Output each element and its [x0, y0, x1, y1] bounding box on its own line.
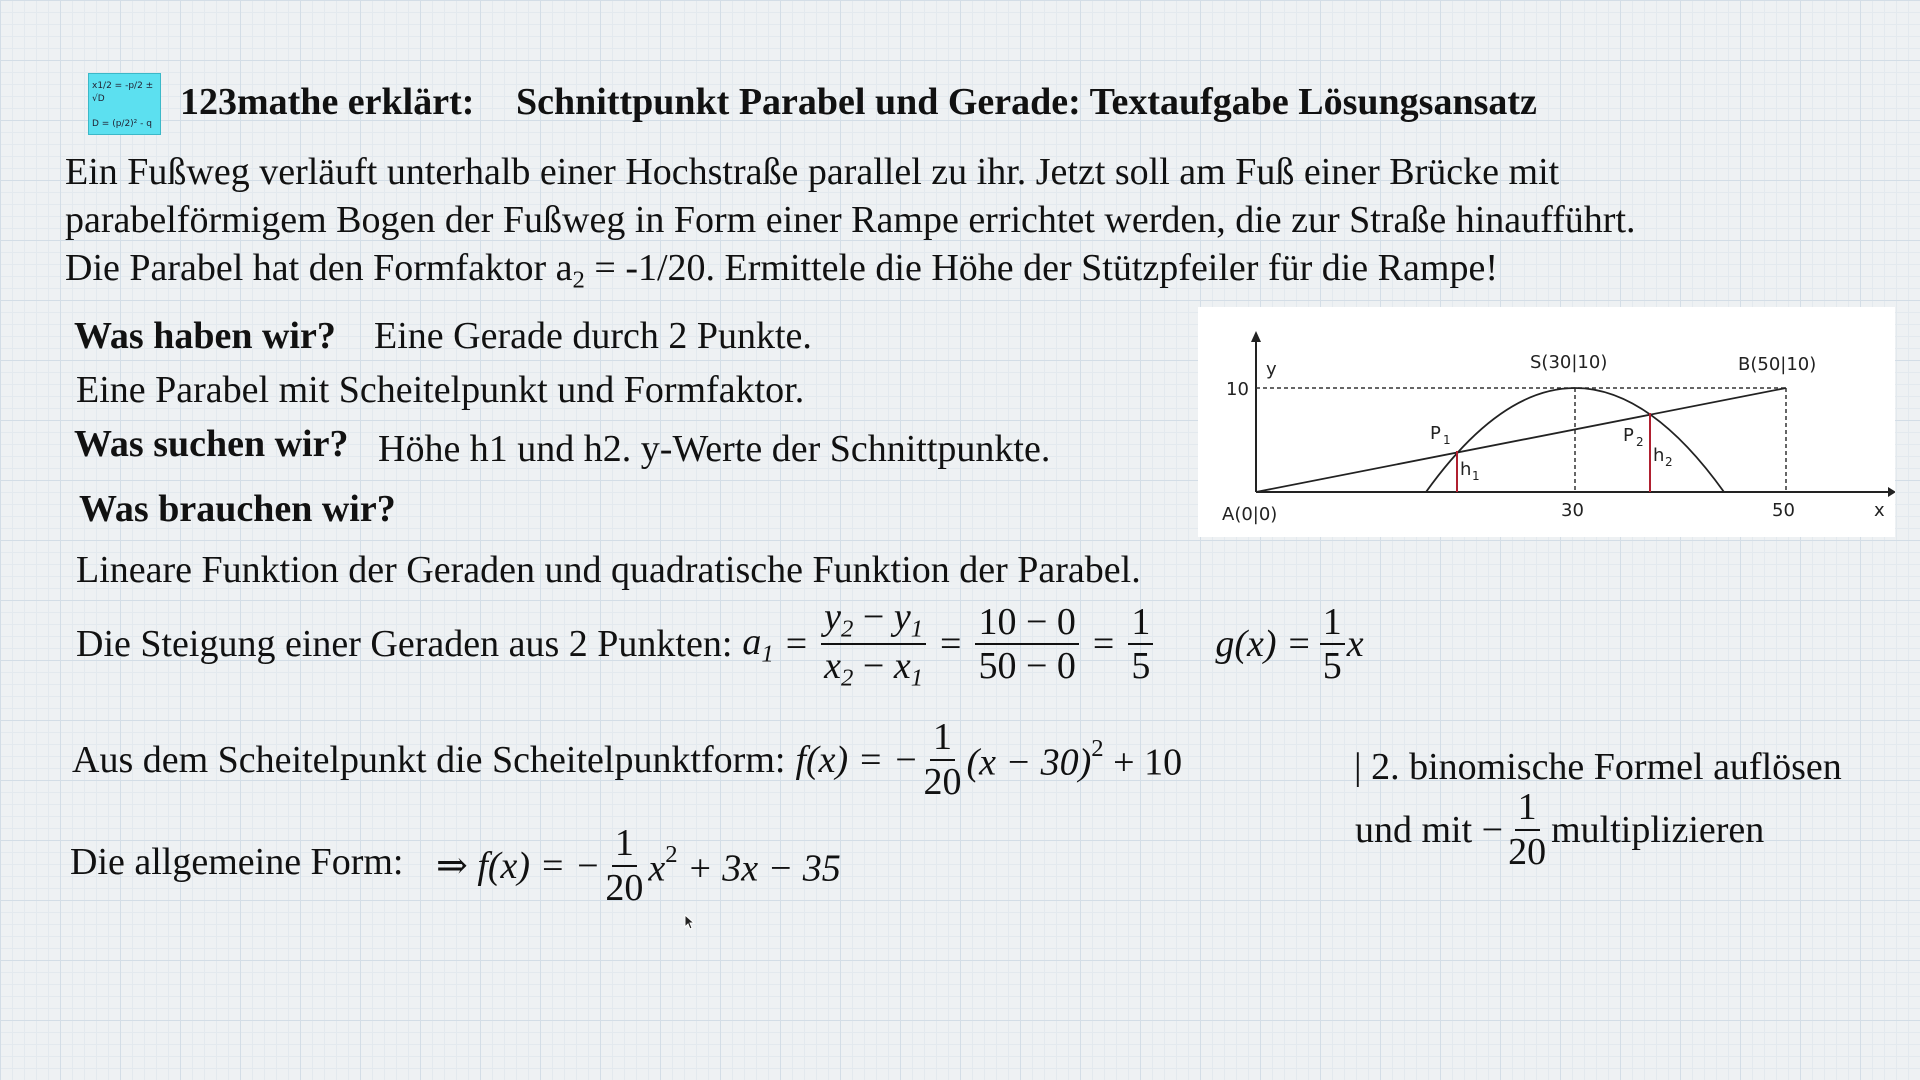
logo-formula-2: D = (p/2)² - q — [92, 119, 152, 129]
general-f: ⇒ f(x) = − — [436, 845, 601, 888]
vertex-rest: $(x - 30)^2 + 10$ — [966, 734, 1183, 784]
brand-label: 123mathe erklärt: — [180, 81, 475, 123]
note-line-1: | 2. binomische Formel auflösen — [1354, 746, 1842, 788]
eq-sign-1: = — [785, 623, 808, 666]
vertex-label: Aus dem Scheitelpunkt die Scheitelpunktform: — [72, 738, 786, 781]
graph-svg — [1198, 307, 1895, 537]
h2-label: h — [1653, 445, 1665, 466]
slope-equation — [76, 596, 1364, 692]
x-tick-50: 50 — [1772, 500, 1795, 521]
intro-line-3 — [65, 246, 1498, 294]
p2-label: P — [1623, 425, 1634, 446]
note-pre: und mit − — [1355, 808, 1504, 851]
q2-label: Was suchen wir? — [74, 423, 349, 465]
q1-label: Was haben wir? — [74, 315, 336, 357]
vertex-fraction: $\frac{1}{20}$ — [923, 716, 962, 803]
logo — [88, 73, 161, 135]
point-b-label: B(50|10) — [1738, 354, 1817, 375]
h1-label: h — [1460, 459, 1472, 480]
graph-panel — [1198, 307, 1895, 537]
q3-answer: Lineare Funktion der Geraden und quadratische Funktion der Parabel. — [76, 549, 1141, 591]
slope-fraction-1: $\frac{y_2 - y_1}{x_2 - x_1}$ — [821, 596, 926, 692]
general-label: Die allgemeine Form: — [70, 841, 404, 883]
q2-answer: Höhe h1 und h2. y-Werte der Schnittpunkte. — [378, 428, 1051, 470]
eq-sign-2: = — [940, 623, 962, 666]
g-function: g(x) = — [1215, 623, 1312, 666]
intro-line-3a: Die Parabel hat den Formfaktor a — [65, 247, 573, 289]
h2-sub: 2 — [1665, 455, 1673, 469]
h1-sub: 1 — [1472, 469, 1480, 483]
eq-sign-3: = — [1092, 623, 1115, 666]
general-rest: $x^2 + 3x - 35$ — [648, 840, 841, 890]
g-fraction: $\frac{1}{5}$ — [1320, 601, 1345, 688]
q1-answer: Eine Gerade durch 2 Punkte. — [374, 315, 812, 357]
slope-a: $a_1$ — [742, 620, 774, 668]
intro-line-1: Ein Fußweg verläuft unterhalb einer Hochstraße parallel zu ihr. Jetzt soll am Fuß einer Brücke mit — [65, 151, 1560, 193]
intro-line-3b: = -1/20. Ermittele die Höhe der Stützpfeiler für die Rampe! — [584, 247, 1498, 289]
intro-sub: 2 — [572, 266, 585, 294]
note-post: multiplizieren — [1551, 808, 1765, 851]
x-tick-30: 30 — [1561, 500, 1584, 521]
y-tick-10: 10 — [1226, 379, 1249, 400]
y-axis-label: y — [1266, 359, 1277, 380]
vertex-f: f(x) = − — [795, 738, 919, 781]
p2-sub: 2 — [1636, 435, 1644, 449]
q3-label: Was brauchen wir? — [79, 488, 396, 530]
general-equation — [436, 822, 841, 909]
vertex-label-graph: S(30|10) — [1530, 352, 1608, 373]
vertex-equation — [72, 716, 1182, 803]
note-line-2 — [1355, 786, 1764, 873]
intro-line-2: parabelförmigem Bogen der Fußweg in Form einer Rampe errichtet werden, die zur Straße hinaufführt. — [65, 199, 1636, 241]
x-axis-label: x — [1874, 500, 1885, 521]
q1-answer-2: Eine Parabel mit Scheitelpunkt und Formfaktor. — [76, 369, 805, 411]
g-x: x — [1346, 623, 1364, 666]
y-axis-arrow-icon — [1251, 331, 1261, 342]
slope-fraction-2: $\frac{10 - 0}{50 - 0}$ — [975, 601, 1078, 688]
general-fraction: $\frac{1}{20}$ — [605, 822, 644, 909]
straight-line — [1256, 388, 1786, 492]
slope-label: Die Steigung einer Geraden aus 2 Punkten: — [76, 623, 733, 666]
mouse-cursor-icon — [684, 914, 696, 930]
page-title: Schnittpunkt Parabel und Gerade: Textaufgabe Lösungsansatz — [516, 81, 1537, 123]
note-fraction: $\frac{1}{20}$ — [1508, 786, 1547, 873]
p1-label: P — [1430, 423, 1441, 444]
slope-fraction-3: $\frac{1}{5}$ — [1128, 601, 1153, 688]
logo-formula-1: x1/2 = -p/2 ± √D — [92, 81, 154, 104]
p1-sub: 1 — [1443, 433, 1451, 447]
origin-label: A(0|0) — [1222, 504, 1278, 525]
x-axis-arrow-icon — [1888, 487, 1895, 497]
